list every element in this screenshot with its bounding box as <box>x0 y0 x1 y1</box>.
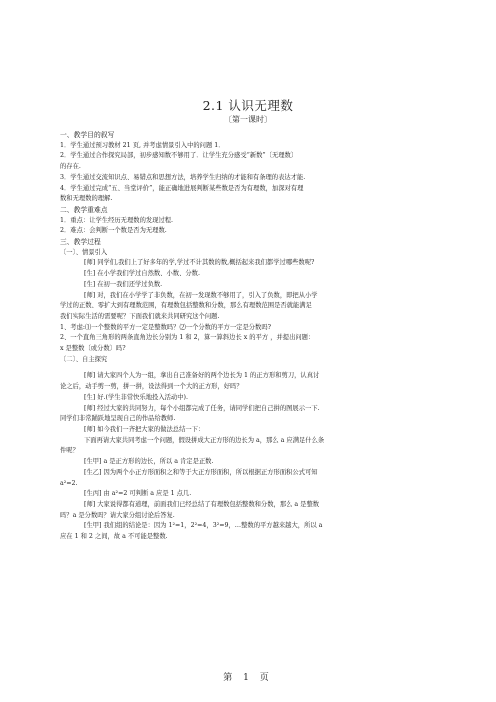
page-title: 2.1 认识无理数 <box>202 98 294 113</box>
text-line: 4．学生通过完成“五、当堂评价”，能正确地进展判断某些数是否为有理数，加深对有理 <box>60 184 304 192</box>
dialogue-line: [师] 大家说得都有道理，前面我们已经总结了有理数包括整数和分数，那么 a 是整数 <box>84 500 320 508</box>
text-line: 的存在. <box>60 163 81 171</box>
text-line: 我们实际生活的需要呢？下面我们就来共同研究这个问题. <box>60 312 220 320</box>
dialogue-line: [师] 同学们,我们上了好多年的学,学过不计其数的数,概括起来我们都学过哪些数呢? <box>84 259 315 267</box>
dialogue-line: [生甲] a 是正方形的边长，所以 a 肯定是正数. <box>84 458 214 466</box>
question-line: 2、一个直角三角形的两条直角边长分别为 1 和 2，算一算斜边长 x 的平方 ，并提出问题： <box>60 334 315 342</box>
text-line: 数和无理数的理解. <box>60 195 113 203</box>
page-subtitle: 〔第一课时〕 <box>224 115 272 124</box>
question-line: 1、考虑:⑴一个整数的平方一定是整数吗？⑵一个分数的平方一定是分数吗? <box>60 323 272 331</box>
section-heading: 三、教学过程 <box>60 238 101 247</box>
text-line: 学过的正数、零扩大到有理数范围，有理数包括整数和分数，那么有理数范围是否就能满足 <box>60 302 312 310</box>
document-body <box>60 130 436 543</box>
subsection-heading: 〔二〕、自主探究 <box>60 355 108 363</box>
text-line: a²=2. <box>60 479 78 487</box>
dialogue-line: [师] 经过大家的共同努力，每个小组都完成了任务，请同学们把自己拼的图展示一下. <box>84 404 320 412</box>
dialogue-line: [生] 好.(学生非常快乐地投入活动中). <box>84 393 188 401</box>
dialogue-line: [生乙] 因为两个小正方形面积之和等于大正方形面积，所以根据正方形面积公式可知 <box>84 468 318 476</box>
dialogue-line: [师] 请大家四个人为一组，拿出自己准备好的两个边长为 1 的正方形和剪刀，认真讨 <box>84 372 320 380</box>
dialogue-line: [师] 对，我们在小学学了非负数，在初一发现数不够用了，引入了负数，即把从小学 <box>84 291 318 299</box>
text-line: 1．学生通过预习教材 21 页, 并考虑情景引入中的问题 1． <box>60 141 225 149</box>
dialogue-line: [生甲] 我们组的结论是：因为 1²=1，2²=4，3²=9，…整数的平方越来越大，所以 a <box>84 522 323 530</box>
text-line: 同学们非常踊跃地呈现自己的作品给教师. <box>60 415 176 423</box>
section-heading: 一、教学目的叙写 <box>60 131 115 139</box>
text-line: 吗？a 是分数吗？请大家分组讨论后答复. <box>60 511 175 519</box>
dialogue-line: [师] 如今我们一齐把大家的做法总结一下： <box>84 425 205 433</box>
text-line: 下面再请大家共同考虑一个问题，假设拼成大正方形的边长为 a，那么 a 应满足什么条 <box>84 436 325 444</box>
dialogue-line: [生丙] 由 a²=2 可判断 a 应是 1 点几. <box>84 490 192 498</box>
text-line: 3．学生通过交流知识点、易错点和思想方法，培养学生归纳的才能和有条理的表达才能. <box>60 173 306 181</box>
dialogue-line: [生] 在小学我们学过自然数、小数、分数. <box>84 270 200 278</box>
text-line: 2．难点：会判断一个数是否为无理数. <box>60 227 167 235</box>
page-number: 第 1 页 <box>223 673 273 683</box>
dialogue-line: [生] 在初一我们还学过负数. <box>84 280 163 288</box>
text-line: 论之后，动手剪一剪，拼一拼，设法得到一个大的正方形，好吗？ <box>60 383 243 391</box>
text-line: 应在 1 和 2 之间，故 a 不可能是整数. <box>60 533 168 541</box>
subsection-heading: 〔一〕、情景引入 <box>60 248 108 256</box>
text-line: 1．重点：让学生经历无理数的发现过程. <box>60 216 174 224</box>
section-heading: 二、教学重难点 <box>60 205 108 214</box>
question-line: x 是整数〔或分数〕吗? <box>60 345 126 353</box>
text-line: 2．学生通过合作探究局部，初步感知数不够用了．让学生充分感受“新数”〔无理数〕 <box>60 152 298 160</box>
text-line: 件呢？ <box>60 447 79 455</box>
